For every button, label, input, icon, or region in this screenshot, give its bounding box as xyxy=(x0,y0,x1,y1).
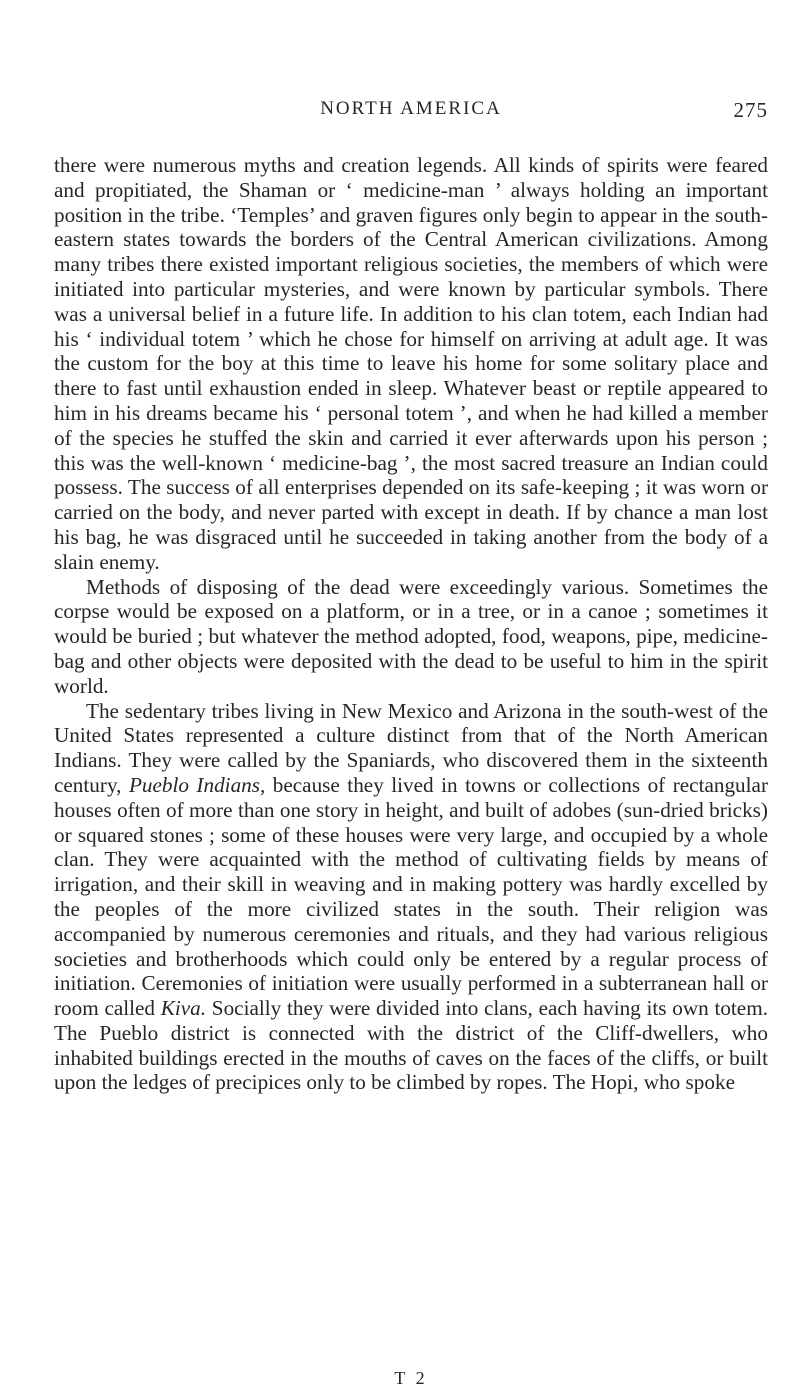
page-number: 275 xyxy=(733,98,768,122)
signature-mark: T 2 xyxy=(394,1368,428,1388)
paragraph-pueblo-indians xyxy=(54,699,768,1096)
paragraph-burial-methods: Methods of disposing of the dead were exceedingly various. Sometimes the corpse would be exposed on a platform, or in a tree, or in a canoe ; sometimes it would be buried ; but whatever the method adopted, food, weapons, pipe, medicine-bag and other objects were deposited with the dead to be useful to him in the spirit world. xyxy=(54,574,768,698)
italic-term-kiva: Kiva. xyxy=(160,996,207,1021)
running-head-title: NORTH AMERICA xyxy=(320,98,502,119)
paragraph-text: The sedentary tribes living in New Mexico and Arizona in the south-west of the United States represented a culture distinct from that of the North American Indians. They were called by the Spaniards, who discovered them in the sixteenth century, xyxy=(54,698,768,797)
italic-term-pueblo-indians: Pueblo Indians, xyxy=(128,772,266,797)
paragraph-text: because they lived in towns or collections of rectangular houses often of more than one story in height, and built of adobes (sun-dried bricks) or squared stones ; some of these houses were very large, and occupied by a whole clan. They were acquainted with the method of cultivating fields by means of irrigation, and their skill in weaving and in making pottery was hardly excelled by the peoples of the more civilized states in the south. Their religion was accompanied by numerous ceremonies and rituals, and they had various religious societies and brotherhoods which could only be entered by a regular process of initiation. Ceremonies of initiation were usually performed in a subterranean hall or room called xyxy=(54,772,769,1021)
running-head xyxy=(54,98,768,126)
paragraph-myths: there were numerous myths and creation legends. All kinds of spirits were feared and propitiated, the Shaman or ‘ medicine-man ’ always holding an important position in the tribe. ‘Temples’ and graven figures only begin to appear in the south-eastern states towards the borders of the Central American civilizations. Among many tribes there existed important religious societies, the members of which were initiated into particular mysteries, and were known by particular symbols. There was a universal belief in a future life. In addition to his clan totem, each Indian had his ‘ individual totem ’ which he chose for himself on arriving at adult age. It was the custom for the boy at this time to leave his home for some solitary place and there to fast until exhaustion ended in sleep. Whatever beast or reptile appeared to him in his dreams became his ‘ personal totem ’, and when he had killed a member of the species he stuffed the skin and carried it ever afterwards upon his person ; this was the well-known ‘ medicine-bag ’, the most sacred treasure an Indian could possess. The success of all enterprises depended on its safe-keeping ; it was worn or carried on the body, and never parted with except in death. If by chance a man lost his bag, he was disgraced until he succeeded in taking another from the body of a slain enemy. xyxy=(54,153,768,574)
body-text xyxy=(54,153,768,1095)
paragraph-text: Socially they were divided into clans, each having its own totem. The Pueblo district is connected with the district of the Cliff-dwellers, who inhabited buildings erected in the mouths of caves on the faces of the cliffs, or built upon the ledges of precipices only to be climbed by ropes. The Hopi, who spoke xyxy=(54,996,768,1095)
book-page xyxy=(54,0,768,1390)
